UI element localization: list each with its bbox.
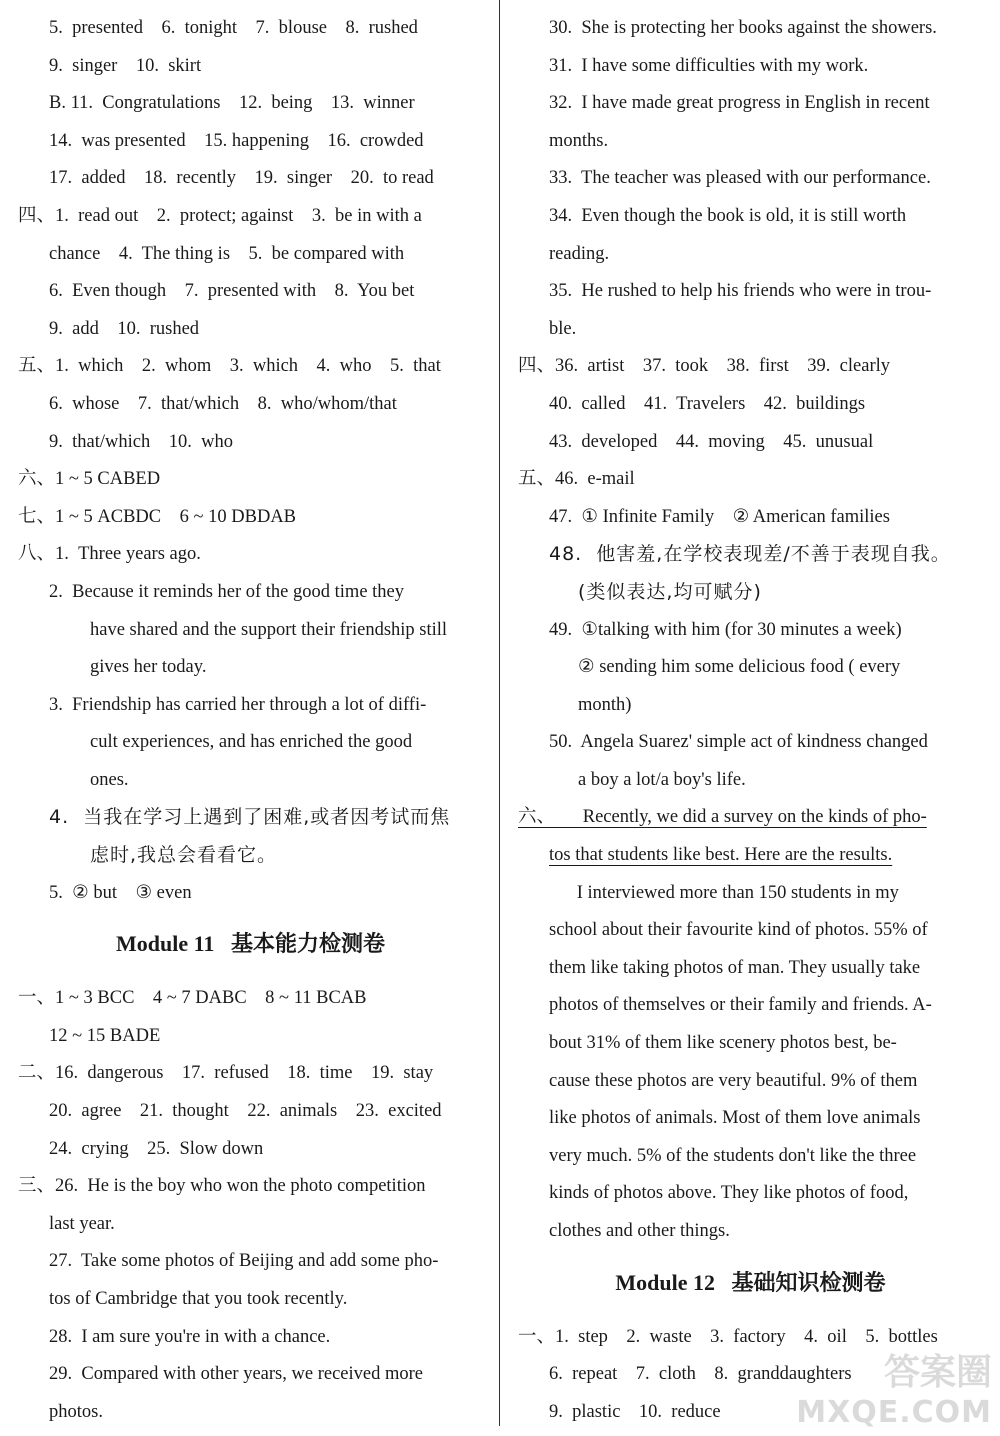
answer-line: [18, 10, 483, 48]
answer-line: [518, 424, 983, 462]
answer-line: [518, 912, 983, 950]
answer-line: [518, 799, 983, 837]
answer-line: [18, 1356, 483, 1394]
answer-line: [18, 1394, 483, 1432]
answer-text: 2. Because it reminds her of the good time they: [49, 581, 405, 602]
answer-line: [518, 236, 983, 274]
answer-text: 6. Even though 7. presented with 8. You bet: [49, 281, 415, 302]
answer-text: clothes and other things.: [549, 1221, 730, 1241]
answer-text: I interviewed more than 150 students in my: [549, 882, 899, 903]
answer-text: bout 31% of them like scenery photos best, be-: [549, 1033, 897, 1054]
watermark: [796, 1344, 992, 1430]
column-divider: [499, 0, 500, 1426]
right-answers-top: [518, 10, 983, 1251]
answer-line: [518, 536, 983, 574]
answer-line: [518, 273, 983, 311]
right-column: [518, 10, 983, 1431]
answer-text: 4. 当我在学习上遇到了困难,或者因考试而焦: [49, 806, 451, 829]
answer-line: [18, 160, 483, 198]
answer-line: [18, 1131, 483, 1169]
answer-text: 3. Friendship has carried her through a lot of diffi-: [49, 694, 427, 715]
answer-line: [18, 461, 483, 499]
answer-text: kinds of photos above. They like photos of food,: [549, 1183, 909, 1204]
answer-text: 一、1. step 2. waste 3. factory 4. oil 5. bottles: [518, 1326, 938, 1347]
answer-line: [518, 1138, 983, 1176]
answer-text: tos of Cambridge that you took recently.: [49, 1289, 348, 1309]
answer-line: [518, 612, 983, 650]
answer-line: [18, 424, 483, 462]
answer-text: have shared and the support their friendship still: [90, 619, 448, 640]
answer-text: 20. agree 21. thought 22. animals 23. excited: [49, 1101, 442, 1122]
answer-line: [518, 1213, 983, 1251]
answer-line: [18, 799, 483, 837]
module-11-subtitle: 基本能力检测卷: [230, 932, 385, 958]
answer-line: [518, 311, 983, 349]
answer-line: [518, 1025, 983, 1063]
answer-text: last year.: [49, 1213, 115, 1234]
answer-line: [518, 987, 983, 1025]
answer-line: [518, 950, 983, 988]
answer-line: [518, 1175, 983, 1213]
answer-text: (类似表达,均可赋分): [578, 580, 762, 603]
answer-text: 47. ① Infinite Family ② American families: [549, 506, 890, 527]
answer-text: 12 ~ 15 BADE: [49, 1025, 161, 1046]
answer-text: 5. ② but ③ even: [49, 882, 192, 903]
answer-text: 29. Compared with other years, we received more: [49, 1364, 423, 1385]
answer-line: [18, 1206, 483, 1244]
answer-line: [18, 123, 483, 161]
answer-line: [18, 536, 483, 574]
answer-text: months.: [549, 130, 609, 151]
answer-line: [18, 198, 483, 236]
watermark-logo-text: 答案圈: [883, 1352, 992, 1393]
answer-text: 50. Angela Suarez' simple act of kindness changed: [549, 732, 928, 753]
answer-line: [18, 386, 483, 424]
module-12-subtitle: 基础知识检测卷: [731, 1270, 886, 1296]
answer-text: ② sending him some delicious food ( every: [578, 657, 901, 678]
module-11-heading: [18, 918, 483, 970]
answer-line: [518, 649, 983, 687]
answer-text: 三、26. He is the boy who won the photo competition: [18, 1176, 426, 1197]
answer-line: [518, 348, 983, 386]
answer-text: 34. Even though the book is old, it is still worth: [549, 205, 907, 226]
answer-text: 40. called 41. Travelers 42. buildings: [549, 393, 866, 414]
answer-text: 9. singer 10. skirt: [49, 55, 202, 76]
module-12-heading: [518, 1257, 983, 1309]
answer-text: ones.: [90, 769, 129, 790]
answer-text: 31. I have some difficulties with my work.: [549, 55, 869, 76]
answer-line: [518, 687, 983, 725]
module-11-title: Module 11: [116, 931, 215, 957]
answer-text: 24. crying 25. Slow down: [49, 1138, 264, 1159]
answer-line: [18, 48, 483, 86]
left-answers-bottom: [18, 980, 483, 1431]
answer-line: [18, 1168, 483, 1206]
answer-text: 30. She is protecting her books against the showers.: [549, 18, 937, 38]
answer-line: [18, 499, 483, 537]
answer-text: 五、46. e-mail: [518, 469, 635, 490]
answer-text: 六、1 ~ 5 CABED: [18, 469, 161, 490]
answer-line: [518, 574, 983, 612]
answer-text: a boy a lot/a boy's life.: [578, 769, 746, 790]
answer-line: [518, 386, 983, 424]
answer-text: cult experiences, and has enriched the good: [90, 732, 413, 753]
answer-line: [18, 1281, 483, 1319]
answer-line: [518, 1063, 983, 1101]
answer-text: 七、1 ~ 5 ACBDC 6 ~ 10 DBDAB: [18, 506, 297, 527]
answer-text: tos that students like best. Here are the results.: [549, 845, 893, 866]
answer-line: [518, 1100, 983, 1138]
answer-line: [518, 461, 983, 499]
answer-text: very much. 5% of the students don't like the three: [549, 1145, 917, 1166]
answer-line: [18, 348, 483, 386]
answer-line: [18, 762, 483, 800]
answer-line: [518, 875, 983, 913]
answer-text: gives her today.: [90, 657, 207, 678]
answer-text: photos.: [49, 1401, 103, 1422]
answer-line: [518, 160, 983, 198]
answer-text: 35. He rushed to help his friends who were in trou-: [549, 281, 932, 302]
answer-line: [18, 612, 483, 650]
answer-line: [18, 1243, 483, 1281]
answer-text: 一、1 ~ 3 BCC 4 ~ 7 DABC 8 ~ 11 BCAB: [18, 988, 367, 1009]
module-12-title: Module 12: [615, 1269, 716, 1295]
answer-text: 33. The teacher was pleased with our performance.: [549, 168, 931, 189]
answer-text: ble.: [549, 318, 577, 339]
answer-text: 49. ①talking with him (for 30 minutes a week): [549, 619, 902, 640]
answer-text: 八、1. Three years ago.: [18, 544, 201, 565]
answer-text: school about their favourite kind of photos. 55% of: [549, 920, 928, 941]
answer-line: [518, 10, 983, 48]
answer-text: 四、36. artist 37. took 38. first 39. clearly: [518, 356, 891, 377]
answer-text: 9. add 10. rushed: [49, 318, 200, 339]
answer-line: [518, 48, 983, 86]
answer-line: [518, 198, 983, 236]
answer-line: [18, 1319, 483, 1357]
answer-line: [18, 837, 483, 875]
answer-line: [18, 1055, 483, 1093]
answer-text: 32. I have made great progress in English in recent: [549, 93, 930, 114]
answer-line: [18, 649, 483, 687]
answer-text: 6. whose 7. that/which 8. who/whom/that: [49, 393, 397, 414]
answer-text: cause these photos are very beautiful. 9% of them: [549, 1070, 918, 1091]
answer-text: 48. 他害羞,在学校表现差/不善于表现自我。: [549, 543, 951, 566]
answer-text: like photos of animals. Most of them love animals: [549, 1108, 921, 1129]
answer-line: [518, 762, 983, 800]
answer-text: 五、1. which 2. whom 3. which 4. who 5. that: [18, 356, 441, 377]
answer-line: [18, 687, 483, 725]
answer-line: [18, 236, 483, 274]
answer-line: [18, 980, 483, 1018]
answer-line: [18, 273, 483, 311]
answer-text: 虑时,我总会看看它。: [90, 844, 278, 867]
answer-line: [18, 311, 483, 349]
answer-line: [18, 724, 483, 762]
answer-text: reading.: [549, 243, 610, 264]
answer-text: 9. plastic 10. reduce: [549, 1401, 721, 1422]
left-column: [18, 10, 483, 1431]
answer-text: 二、16. dangerous 17. refused 18. time 19. stay: [18, 1063, 434, 1084]
answer-text: 六、 Recently, we did a survey on the kinds of pho-: [518, 807, 927, 828]
answer-text: 28. I am sure you're in with a chance.: [49, 1326, 331, 1347]
answer-text: B. 11. Congratulations 12. being 13. winner: [49, 93, 415, 114]
answer-line: [18, 875, 483, 913]
answer-line: [518, 85, 983, 123]
answer-line: [18, 1093, 483, 1131]
answer-line: [518, 724, 983, 762]
left-answers-top: [18, 10, 483, 912]
answer-text: 17. added 18. recently 19. singer 20. to read: [49, 168, 434, 189]
answer-line: [18, 1018, 483, 1056]
answer-text: them like taking photos of man. They usually take: [549, 957, 921, 978]
answer-text: 27. Take some photos of Beijing and add some pho-: [49, 1251, 439, 1272]
watermark-url: MXQE.COM: [796, 1395, 992, 1430]
answer-text: month): [578, 694, 632, 715]
answer-text: 9. that/which 10. who: [49, 431, 233, 452]
answer-line: [518, 837, 983, 875]
answer-line: [518, 123, 983, 161]
answer-text: chance 4. The thing is 5. be compared with: [49, 243, 405, 264]
answer-text: 6. repeat 7. cloth 8. granddaughters: [549, 1364, 852, 1385]
answer-text: 43. developed 44. moving 45. unusual: [549, 431, 874, 452]
answer-line: [18, 85, 483, 123]
answer-text: photos of themselves or their family and friends. A-: [549, 995, 932, 1016]
answer-line: [518, 499, 983, 537]
answer-line: [18, 574, 483, 612]
answer-text: 四、1. read out 2. protect; against 3. be in with a: [18, 205, 422, 226]
answer-text: 14. was presented 15. happening 16. crowded: [49, 130, 424, 151]
answer-text: 5. presented 6. tonight 7. blouse 8. rushed: [49, 18, 418, 38]
